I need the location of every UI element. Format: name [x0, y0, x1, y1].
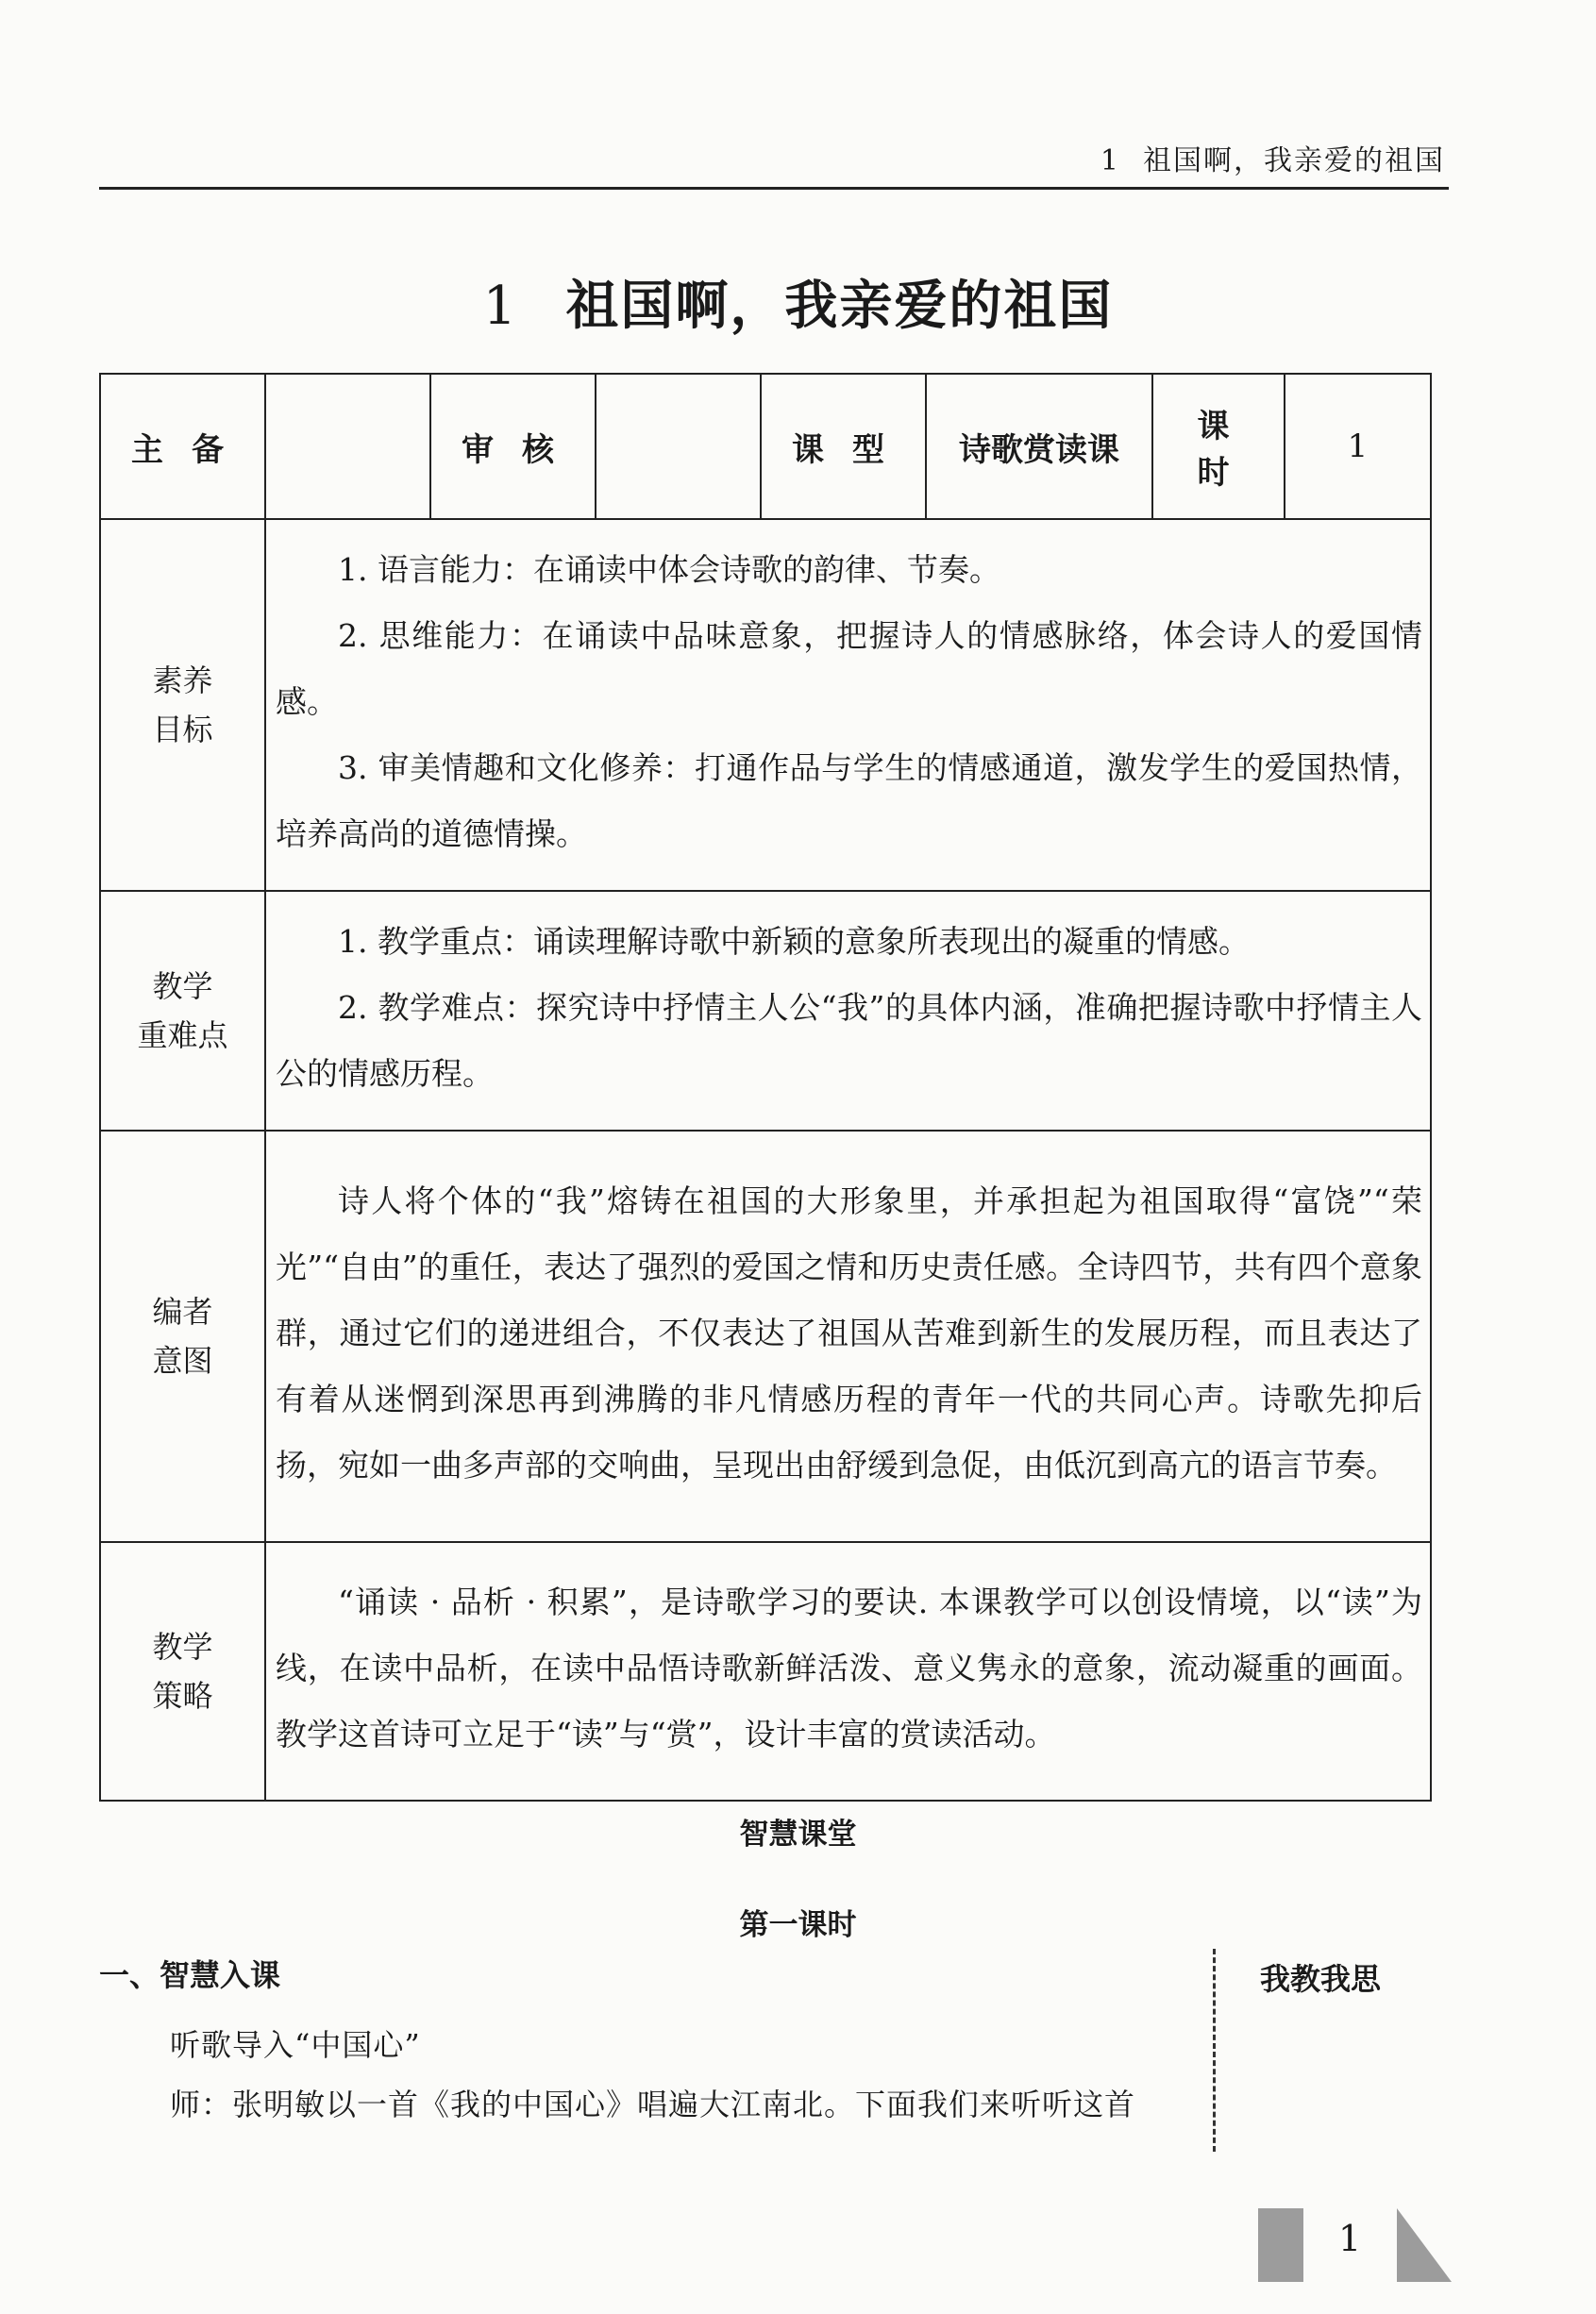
celue-text: “诵读 · 品析 · 积累”，是诗歌学习的要诀. 本课教学可以创设情境，以“读”为线，在读中品析，在读中品悟诗歌新鲜活泼、意义隽永的意象，流动凝重的画面。教学这首诗可立足于“读”与“赏”，设计丰富的赏读活动。: [276, 1584, 1422, 1752]
kexing-label: 课型: [761, 374, 926, 519]
body-line-1: 听歌导入“中国心”: [170, 2027, 421, 2063]
section-head: 一、智慧入课: [99, 1957, 281, 1993]
keshi-label: 课时: [1152, 374, 1285, 519]
celue-row: [100, 1542, 1431, 1801]
shenhe-value: [596, 374, 761, 519]
running-header-number: 1: [1100, 144, 1120, 177]
celue-body: [265, 1542, 1431, 1801]
side-note: 我教我思: [1260, 1961, 1382, 1997]
body-line-2: 师：张明敏以一首《我的中国心》唱遍大江南北。下面我们来听听这首: [170, 2087, 1136, 2122]
suyang-row: [100, 519, 1431, 891]
yitu-body: [265, 1131, 1431, 1542]
yitu-row: [100, 1131, 1431, 1542]
section-main-title: 智慧课堂: [739, 1818, 857, 1852]
yitu-label-line2: 意图: [152, 1343, 213, 1379]
zhongnandian-body: [265, 891, 1431, 1131]
page-number: 1: [1338, 2218, 1362, 2259]
yitu-label-line1: 编者: [152, 1294, 213, 1330]
lesson-plan-table: [99, 373, 1432, 1802]
zhongnandian-label-line1: 教学: [152, 968, 213, 1004]
keshi-value: 1: [1285, 374, 1431, 519]
lesson-number: 1: [482, 276, 519, 337]
lesson-title: [0, 264, 1596, 340]
zhongnandian-label-line2: 重难点: [137, 1017, 228, 1053]
celue-label: [100, 1542, 265, 1801]
celue-label-line2: 策略: [152, 1678, 213, 1714]
suyang-item-2: 2. 思维能力：在诵读中品味意象，把握诗人的情感脉络，体会诗人的爱国情感。: [276, 617, 1422, 720]
suyang-item-3: 3. 审美情趣和文化修养：打通作品与学生的情感通道，激发学生的爱国热情，培养高尚的道德情操。: [276, 749, 1422, 852]
lesson-title-text: 祖国啊，我亲爱的祖国: [565, 275, 1114, 337]
zhongnandian-item-1: 1. 教学重点：诵读理解诗歌中新颖的意象所表现出的凝重的情感。: [338, 923, 1250, 960]
page-corner-triangle: [1397, 2208, 1453, 2284]
suyang-label-line1: 素养: [152, 662, 213, 698]
kexing-value: 诗歌赏读课: [926, 374, 1152, 519]
meta-row: [100, 374, 1431, 519]
running-header-title: 祖国啊，我亲爱的祖国: [1143, 144, 1445, 177]
page-tab: [1258, 2208, 1303, 2282]
zhubei-value: [265, 374, 430, 519]
running-header: [1100, 137, 1445, 178]
celue-label-line1: 教学: [152, 1629, 213, 1665]
yitu-label: [100, 1131, 265, 1542]
suyang-label-line2: 目标: [152, 712, 213, 747]
header-rule: [99, 187, 1449, 190]
yitu-text: 诗人将个体的“我”熔铸在祖国的大形象里，并承担起为祖国取得“富饶”“荣光”“自由”的重任，表达了强烈的爱国之情和历史责任感。全诗四节，共有四个意象群，通过它们的递进组合，不仅表达了祖国从苦难到新生的发展历程，而且表达了有着从迷惘到深思再到沸腾的非凡情感历程的青年一代的共同心声。诗歌先抑后扬，宛如一曲多声部的交响曲，呈现出由舒缓到急促，由低沉到高亢的语言节奏。: [276, 1182, 1422, 1484]
zhongnandian-label: [100, 891, 265, 1131]
side-divider: [1213, 1949, 1216, 2152]
zhubei-label: 主备: [100, 374, 265, 519]
shenhe-label: 审核: [430, 374, 596, 519]
suyang-body: [265, 519, 1431, 891]
zhongnandian-item-2: 2. 教学难点：探究诗中抒情主人公“我”的具体内涵，准确把握诗歌中抒情主人公的情感历程。: [276, 989, 1422, 1092]
zhongnandian-row: [100, 891, 1431, 1131]
suyang-item-1: 1. 语言能力：在诵读中体会诗歌的韵律、节奏。: [338, 551, 1000, 588]
section-sub-title: 第一课时: [739, 1908, 857, 1942]
suyang-label: [100, 519, 265, 891]
